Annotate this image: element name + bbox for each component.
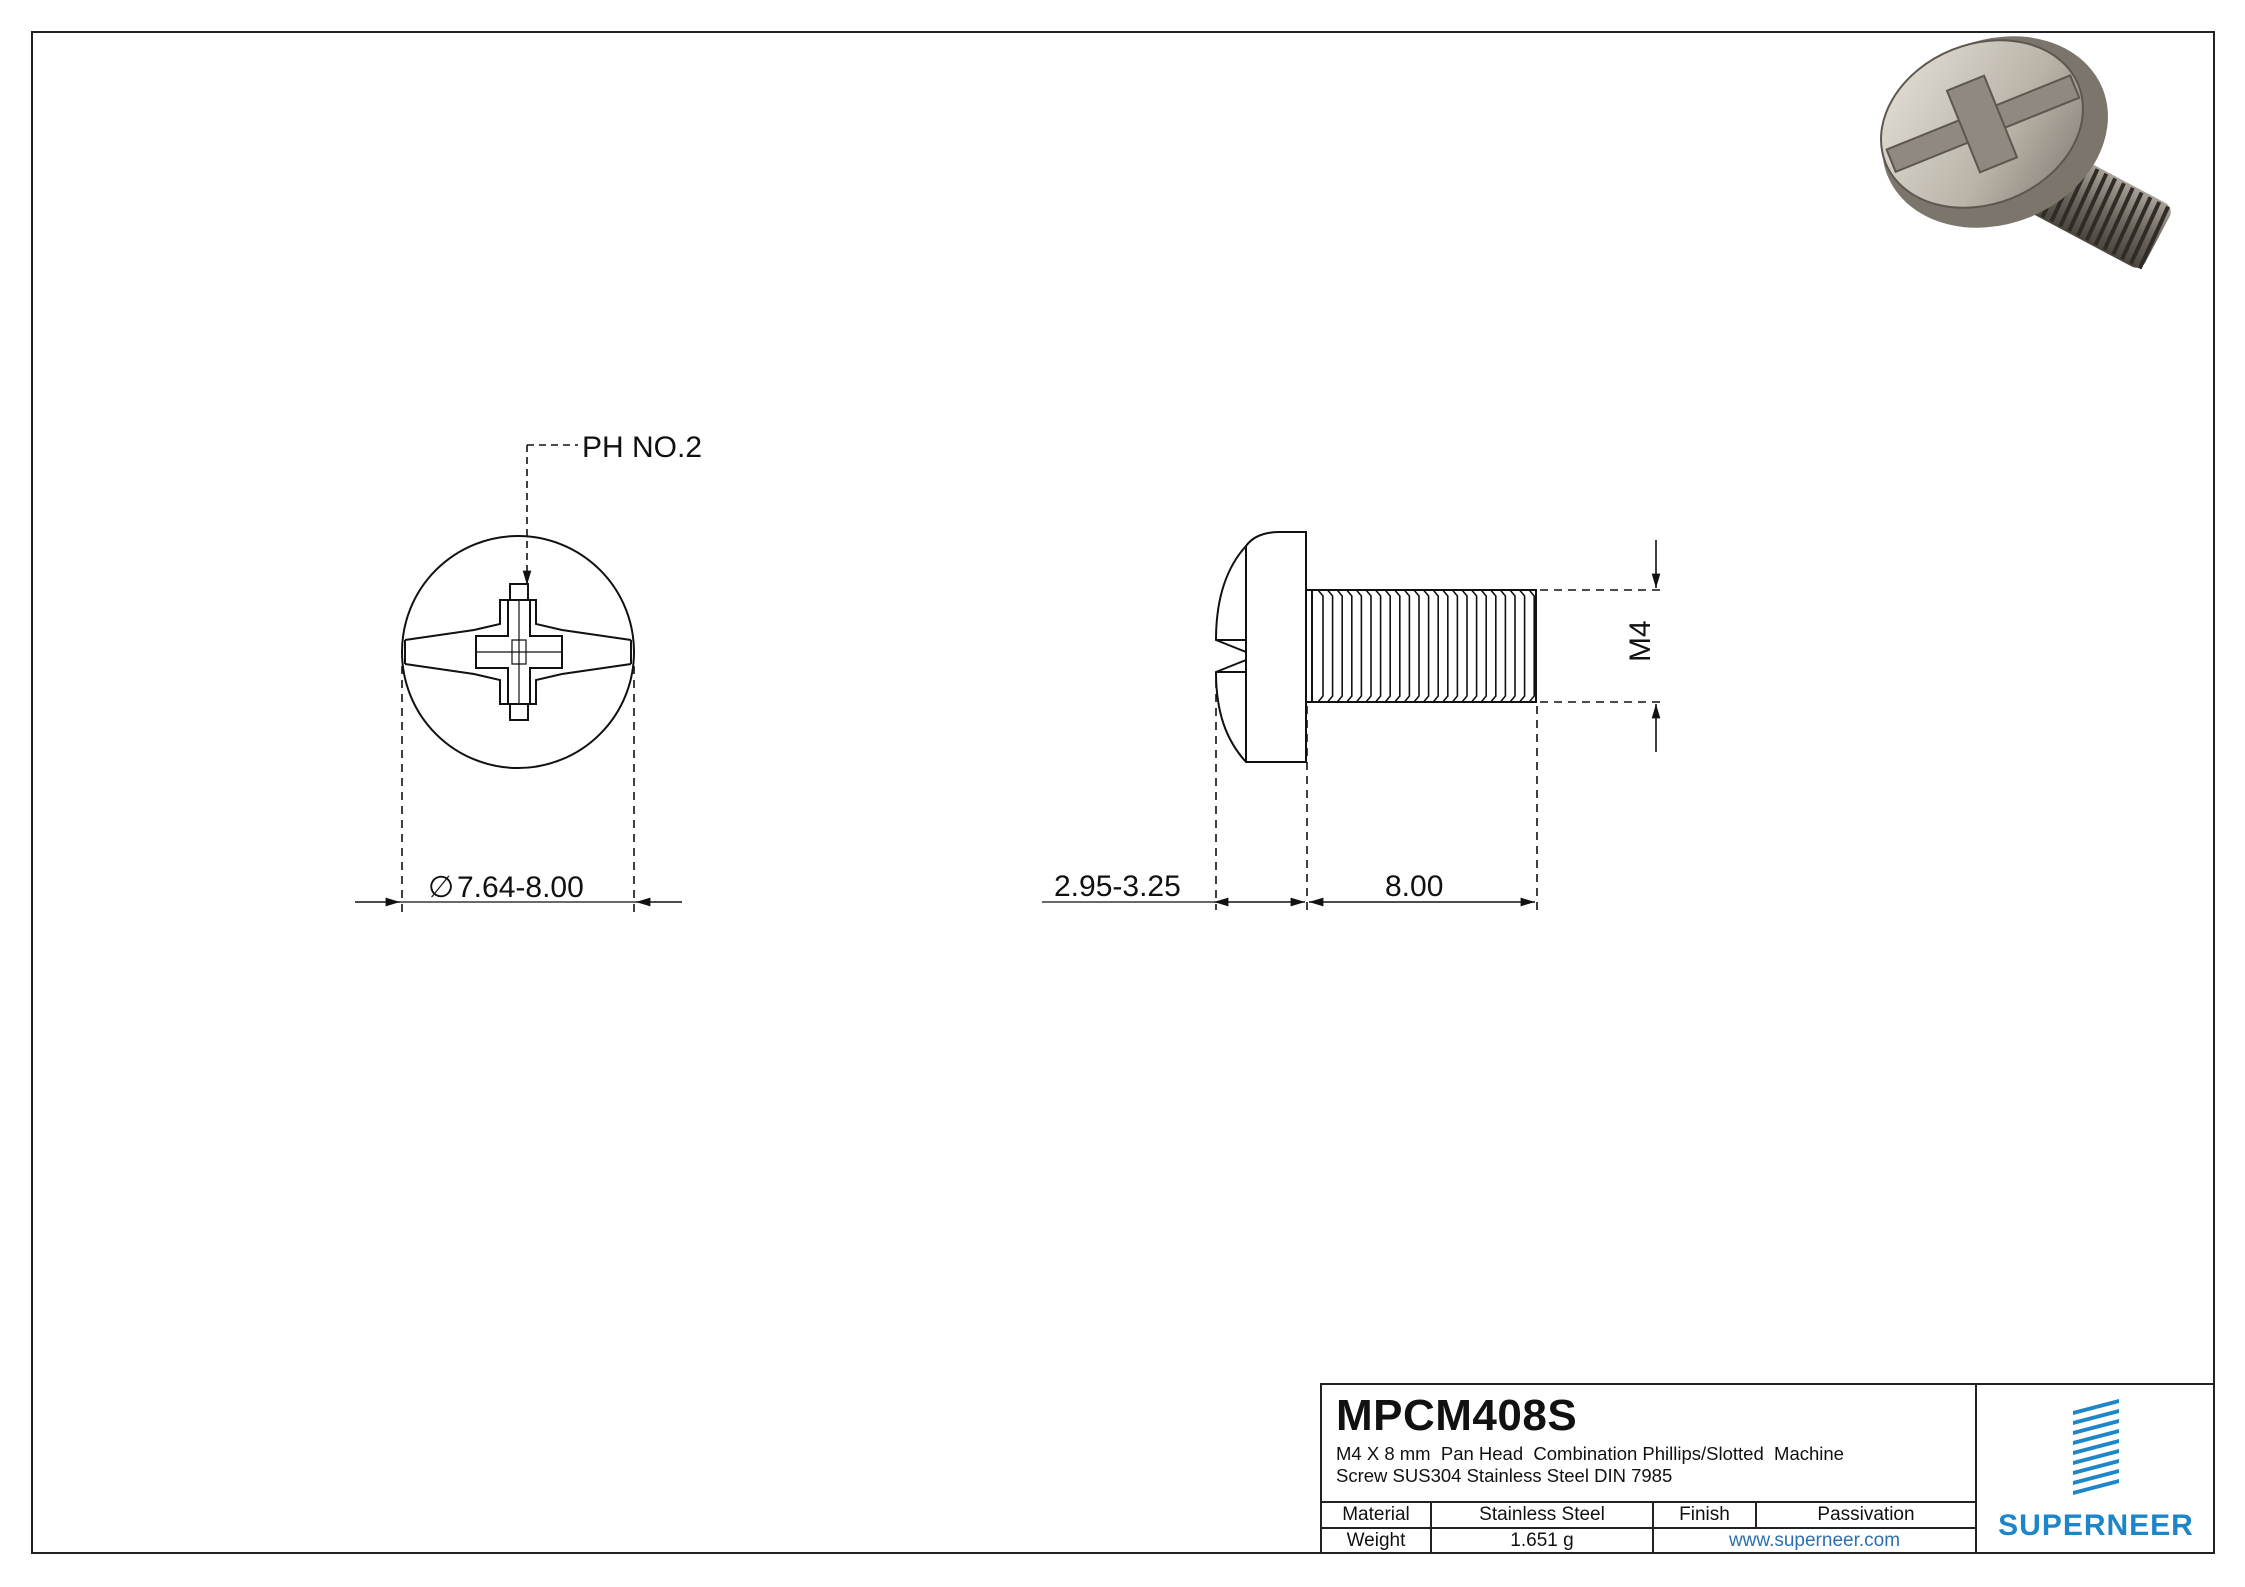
- threaded-shank: [1312, 590, 1536, 702]
- title-block-main: [1322, 1385, 1977, 1554]
- side-view: [1216, 532, 1536, 762]
- top-view: [402, 536, 634, 768]
- finish-value: Passivation: [1755, 1503, 1975, 1527]
- title-block: [1320, 1383, 2215, 1554]
- part-number: MPCM408S: [1336, 1391, 1578, 1440]
- drive-callout: [527, 445, 578, 585]
- weight-value: 1.651 g: [1430, 1529, 1652, 1553]
- properties-table: [1322, 1501, 1975, 1554]
- thread-lines: [1318, 590, 1534, 702]
- drive-callout-text: PH NO.2: [582, 431, 703, 464]
- properties-row-weight: [1322, 1527, 1975, 1553]
- head-height-value: 2.95-3.25: [1054, 870, 1181, 903]
- superneer-logo-icon: [1977, 1385, 2215, 1505]
- material-value: Stainless Steel: [1430, 1503, 1652, 1527]
- finish-label: Finish: [1652, 1503, 1755, 1527]
- diameter-value: 7.64-8.00: [457, 871, 584, 904]
- description-line-2: Screw SUS304 Stainless Steel DIN 7985: [1336, 1465, 1673, 1486]
- part-description: [1336, 1443, 1956, 1487]
- properties-row-material: [1322, 1501, 1975, 1527]
- brand-logo: [1977, 1385, 2215, 1554]
- screw-isometric-image: [1853, 3, 2174, 271]
- material-label: Material: [1342, 1504, 1410, 1525]
- brand-name: SUPERNEER: [1998, 1509, 2194, 1542]
- weight-label: Weight: [1346, 1530, 1406, 1551]
- thread-size-value: M4: [1624, 620, 1657, 662]
- diameter-symbol: ∅: [428, 871, 455, 904]
- head-side: [1216, 532, 1307, 762]
- side-dimensions: [1042, 540, 1666, 910]
- website-link[interactable]: www.superneer.com: [1652, 1529, 1975, 1553]
- description-line-1: M4 X 8 mm Pan Head Combination Phillips/Slotted Machine: [1336, 1443, 1844, 1464]
- length-value: 8.00: [1385, 870, 1444, 903]
